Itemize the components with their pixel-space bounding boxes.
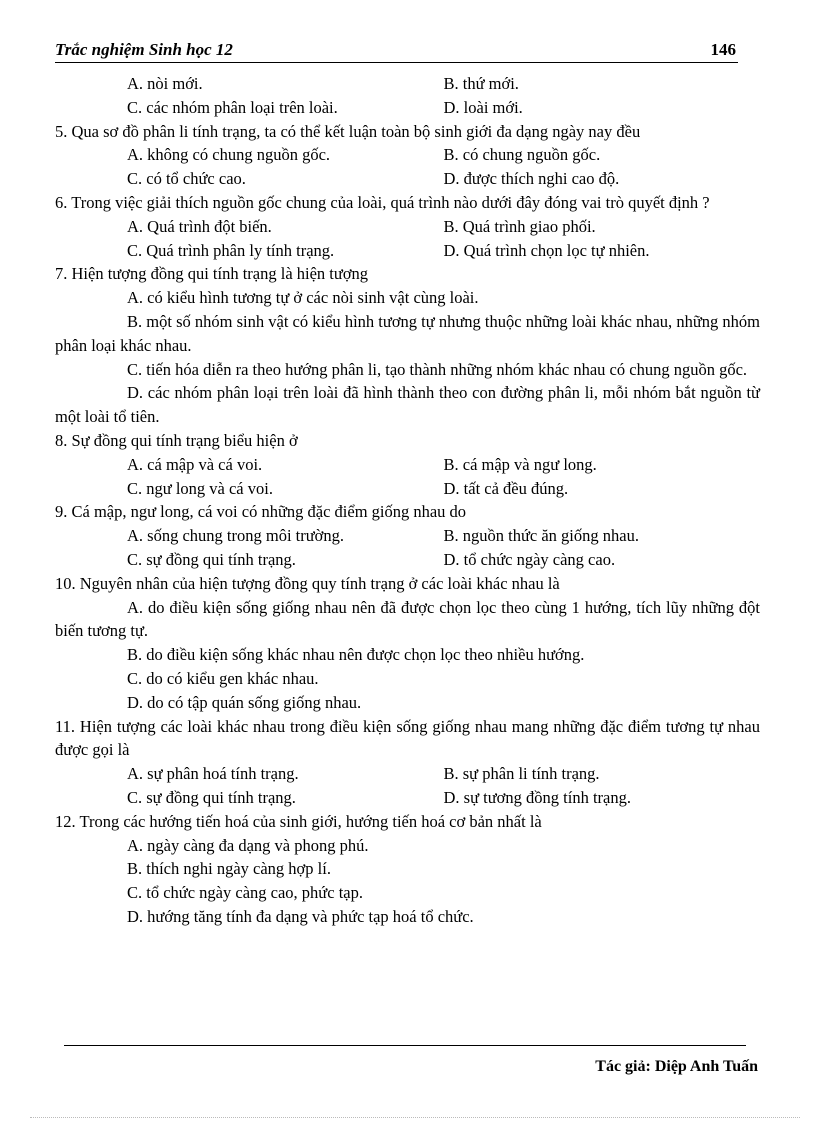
option-c: C. các nhóm phân loại trên loài. xyxy=(127,97,338,117)
option-a: A. cá mập và cá voi. xyxy=(127,454,263,474)
option-d: D. do có tập quán sống giống nhau. xyxy=(127,692,362,712)
question-8 xyxy=(55,429,760,500)
question-stem: 12. Trong các hướng tiến hoá của sinh giới, hướng tiến hoá cơ bản nhất là xyxy=(55,811,542,831)
question-10 xyxy=(55,572,760,715)
footer-author: Tác giả: Diệp Anh Tuấn xyxy=(595,1058,758,1075)
option-row xyxy=(55,524,760,548)
question-continued xyxy=(55,72,760,120)
option-c: C. tiến hóa diễn ra theo hướng phân li, tạo thành những nhóm khác nhau có chung nguồn gốc. xyxy=(127,359,748,379)
option-b: B. nguồn thức ăn giống nhau. xyxy=(443,526,639,546)
option-d: D. các nhóm phân loại trên loài đã hình thành theo con đường phân li, mỗi nhóm bắt nguồn từ một loài tổ tiên. xyxy=(55,383,760,427)
option-b: B. có chung nguồn gốc. xyxy=(443,145,601,165)
option-row xyxy=(55,96,760,120)
option-row xyxy=(55,548,760,572)
option-row xyxy=(55,143,760,167)
question-5 xyxy=(55,120,760,191)
question-stem: 7. Hiện tượng đồng qui tính trạng là hiện tượng xyxy=(55,264,369,284)
option-c: C. có tổ chức cao. xyxy=(127,169,246,189)
option-row xyxy=(55,167,760,191)
option-row xyxy=(55,239,760,263)
option-a: A. ngày càng đa dạng và phong phú. xyxy=(127,835,369,855)
option-b: B. sự phân li tính trạng. xyxy=(443,764,600,784)
option-row xyxy=(55,762,760,786)
option-d: D. sự tương đồng tính trạng. xyxy=(443,787,631,807)
page-header xyxy=(55,38,738,63)
option-row xyxy=(55,72,760,96)
question-12 xyxy=(55,810,760,929)
question-11 xyxy=(55,715,760,810)
question-7 xyxy=(55,262,760,429)
option-row xyxy=(55,453,760,477)
option-a: A. sống chung trong môi trường. xyxy=(127,526,345,546)
option-d: D. hướng tăng tính đa dạng và phức tạp hoá tổ chức. xyxy=(127,906,474,926)
option-c: C. tổ chức ngày càng cao, phức tạp. xyxy=(127,883,363,903)
option-c: C. Quá trình phân ly tính trạng. xyxy=(127,240,335,260)
option-c: C. sự đồng qui tính trạng. xyxy=(127,787,296,807)
header-title: Trắc nghiệm Sinh học 12 xyxy=(55,40,233,59)
option-a: A. do điều kiện sống giống nhau nên đã được chọn lọc theo cùng 1 hướng, tích lũy những đột biến tương tự. xyxy=(55,597,760,641)
question-stem: 9. Cá mập, ngư long, cá voi có những đặc điểm giống nhau do xyxy=(55,502,467,522)
option-d: D. tổ chức ngày càng cao. xyxy=(443,549,616,569)
option-d: D. loài mới. xyxy=(443,97,523,117)
option-c: C. do có kiểu gen khác nhau. xyxy=(127,668,319,688)
option-a: A. có kiểu hình tương tự ở các nòi sinh vật cùng loài. xyxy=(127,288,479,308)
question-stem: 5. Qua sơ đồ phân li tính trạng, ta có thể kết luận toàn bộ sinh giới đa dạng ngày nay đều xyxy=(55,121,641,141)
option-row xyxy=(55,215,760,239)
option-b: B. thứ mới. xyxy=(443,74,519,93)
footer-divider xyxy=(64,1045,746,1046)
option-a: A. nòi mới. xyxy=(127,74,203,93)
question-content xyxy=(55,72,760,929)
option-row xyxy=(55,477,760,501)
option-b: B. cá mập và ngư long. xyxy=(443,454,597,474)
option-row xyxy=(55,786,760,810)
option-d: D. tất cả đều đúng. xyxy=(443,478,569,498)
option-c: C. ngư long và cá voi. xyxy=(127,478,273,498)
question-stem: 6. Trong việc giải thích nguồn gốc chung của loài, quá trình nào dưới đây đóng vai trò quyết định ? xyxy=(55,192,710,212)
question-9 xyxy=(55,500,760,571)
option-c: C. sự đồng qui tính trạng. xyxy=(127,549,296,569)
question-6 xyxy=(55,191,760,262)
option-a: A. không có chung nguồn gốc. xyxy=(127,145,331,165)
option-b: B. một số nhóm sinh vật có kiểu hình tương tự nhưng thuộc những loài khác nhau, những nhóm phân loại khác nhau. xyxy=(55,311,760,355)
question-stem: 8. Sự đồng qui tính trạng biểu hiện ở xyxy=(55,430,298,450)
option-b: B. thích nghi ngày càng hợp lí. xyxy=(127,859,331,879)
question-stem: 10. Nguyên nhân của hiện tượng đồng quy tính trạng ở các loài khác nhau là xyxy=(55,573,560,593)
option-d: D. được thích nghi cao độ. xyxy=(443,169,620,189)
option-a: A. sự phân hoá tính trạng. xyxy=(127,764,299,784)
page-bottom-border xyxy=(30,1117,800,1118)
option-a: A. Quá trình đột biến. xyxy=(127,216,272,236)
option-d: D. Quá trình chọn lọc tự nhiên. xyxy=(443,240,650,260)
page-number: 146 xyxy=(710,40,736,59)
option-b: B. Quá trình giao phối. xyxy=(443,216,596,236)
option-b: B. do điều kiện sống khác nhau nên được chọn lọc theo nhiều hướng. xyxy=(127,645,585,665)
question-stem: 11. Hiện tượng các loài khác nhau trong điều kiện sống giống nhau mang những đặc điểm tương tự nhau được gọi là xyxy=(55,716,760,760)
